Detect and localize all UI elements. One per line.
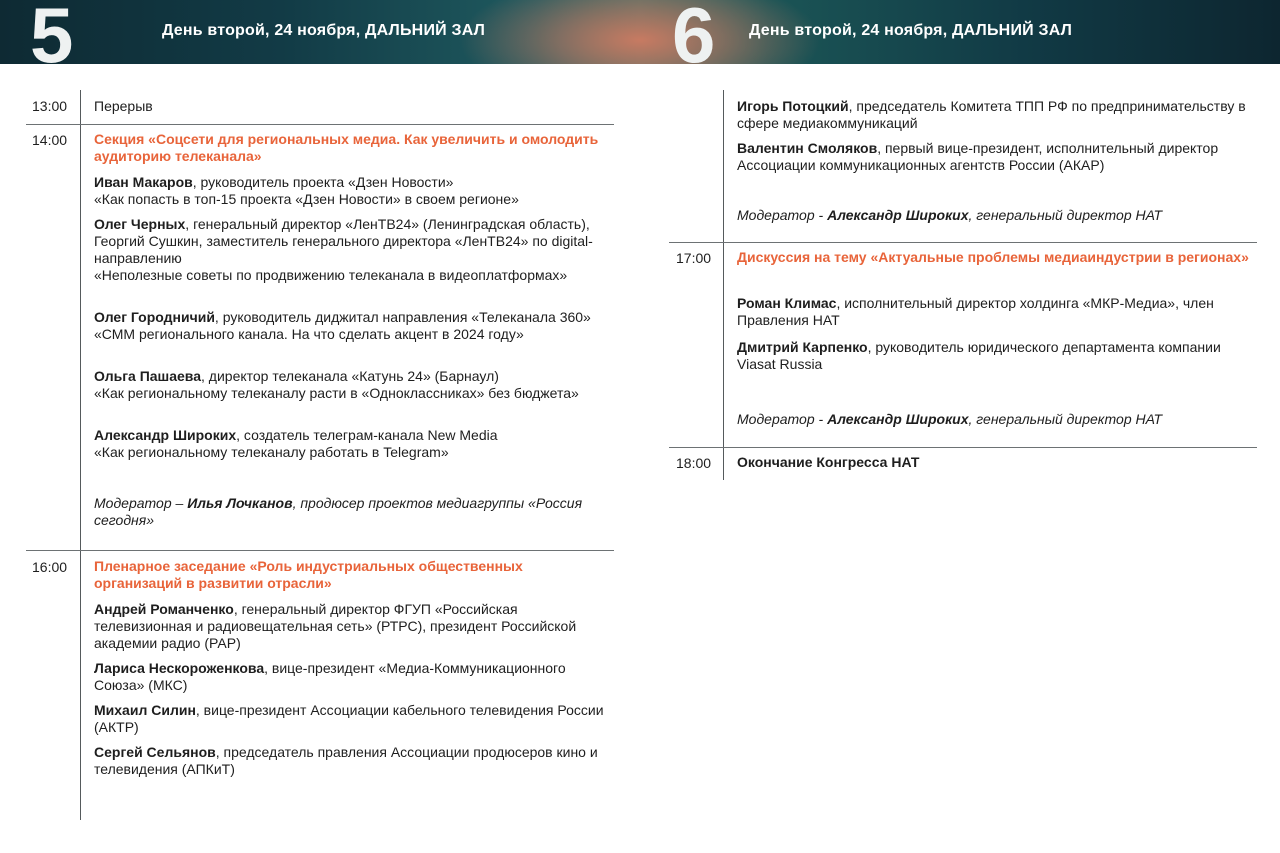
header-banner	[0, 0, 1280, 64]
speaker-entry	[94, 601, 614, 652]
divider	[669, 447, 1257, 448]
time-slot: 14:00	[32, 132, 68, 148]
divider	[26, 124, 614, 125]
speaker-entry	[94, 309, 614, 343]
speaker-role: , руководитель проекта «Дзен Новости»	[192, 174, 454, 190]
moderator-role: , генеральный директор НАТ	[968, 411, 1163, 427]
moderator-prefix: Модератор -	[737, 411, 828, 427]
schedule-session	[94, 558, 614, 592]
moderator-role: , генеральный директор НАТ	[968, 207, 1163, 223]
talk-title: «СММ регионального канала. На что сделать акцент в 2024 году»	[94, 326, 524, 342]
speaker-entry	[94, 174, 614, 208]
talk-title: «Как попасть в топ-15 проекта «Дзен Новости» в своем регионе»	[94, 191, 519, 207]
day-title-left: День второй, 24 ноября, ДАЛЬНИЙ ЗАЛ	[162, 22, 486, 39]
speaker-entry	[94, 216, 614, 284]
moderator-name: Александр Широких	[827, 207, 969, 223]
speaker-role: , первый вице-президент, исполнительный директор Ассоциации коммуникационных агентств России (АКАР)	[737, 140, 1219, 173]
moderator-line	[737, 411, 1257, 428]
speaker-name: Лариса Нескороженкова	[94, 660, 265, 676]
speaker-name: Александр Широких	[94, 427, 237, 443]
session-title: Дискуссия на тему «Актуальные проблемы медиаиндустрии в регионах»	[737, 249, 1249, 265]
speaker-entry	[737, 98, 1257, 132]
speaker-name: Михаил Силин	[94, 702, 196, 718]
moderator-prefix: Модератор -	[737, 207, 828, 223]
speaker-role: , председатель правления Ассоциации продюсеров кино и телевидения (АПКиТ)	[94, 744, 598, 777]
talk-title: «Как региональному телеканалу расти в «Одноклассниках» без бюджета»	[94, 385, 579, 401]
speaker-entry	[94, 660, 614, 694]
moderator-prefix: Модератор –	[94, 495, 188, 511]
speaker-role: , председатель Комитета ТПП РФ по предпринимательству в сфере медиакоммуникаций	[737, 98, 1246, 131]
time-slot: 16:00	[32, 559, 68, 575]
day-title-right: День второй, 24 ноября, ДАЛЬНИЙ ЗАЛ	[749, 22, 1073, 39]
speaker-name: Олег Черных	[94, 216, 186, 232]
session-title: Секция «Соцсети для региональных медиа. Как увеличить и омолодить аудиторию телеканала»	[94, 131, 599, 164]
speaker-name: Сергей Сельянов	[94, 744, 216, 760]
speaker-name: Игорь Потоцкий	[737, 98, 849, 114]
speaker-entry	[94, 744, 614, 778]
time-slot: 17:00	[676, 250, 712, 266]
speaker-name: Роман Климас	[737, 295, 837, 311]
talk-title: «Как региональному телеканалу работать в Telegram»	[94, 444, 449, 460]
speaker-entry	[94, 427, 614, 461]
speaker-entry	[737, 140, 1257, 174]
time-slot: 18:00	[676, 455, 712, 471]
speaker-name: Иван Макаров	[94, 174, 193, 190]
page-number-right: 6	[672, 0, 716, 64]
speaker-role: , вице-президент Ассоциации кабельного телевидения России (АКТР)	[94, 702, 604, 735]
speaker-role: , директор телеканала «Катунь 24» (Барнаул)	[201, 368, 499, 384]
time-slot: 13:00	[32, 98, 68, 114]
speaker-name: Дмитрий Карпенко	[737, 339, 868, 355]
speaker-role: , генеральный директор ФГУП «Российская телевизионная и радиовещательная сеть» (РТРС), президент Российской академии радио (РАР)	[94, 601, 577, 651]
session-title: Пленарное заседание «Роль индустриальных общественных организаций в развитии отрасли»	[94, 558, 523, 591]
speaker-entry	[737, 339, 1257, 373]
divider	[26, 550, 614, 551]
schedule-session	[94, 131, 614, 165]
speaker-entry	[94, 702, 614, 736]
moderator-line	[737, 207, 1257, 224]
timeline-line-right	[723, 90, 724, 480]
speaker-name: Олег Городничий	[94, 309, 215, 325]
speaker-name: Андрей Романченко	[94, 601, 234, 617]
speaker-name: Ольга Пашаева	[94, 368, 202, 384]
moderator-name: Илья Лочканов	[187, 495, 293, 511]
page-number-left: 5	[30, 0, 74, 64]
speaker-role: , генеральный директор «ЛенТВ24» (Ленинградская область), Георгий Сушкин, заместитель генерального директора «ЛенТВ24» по digital-направлению	[94, 216, 593, 266]
speaker-role: , исполнительный директор холдинга «МКР-Медиа», член Правления НАТ	[737, 295, 1214, 328]
speaker-entry	[94, 368, 614, 402]
closing-label: Окончание Конгресса НАТ	[737, 454, 920, 470]
speaker-role: , руководитель диджитал направления «Телеканала 360»	[214, 309, 591, 325]
moderator-name: Александр Широких	[827, 411, 969, 427]
speaker-entry	[737, 295, 1257, 329]
schedule-session	[737, 249, 1257, 266]
speaker-role: , руководитель юридического департамента компании Viasat Russia	[737, 339, 1221, 372]
timeline-line-left	[80, 90, 81, 820]
moderator-role: , продюсер проектов медиагруппы «Россия сегодня»	[94, 495, 583, 528]
divider	[669, 242, 1257, 243]
break-label: Перерыв	[94, 98, 153, 114]
speaker-role: , создатель телеграм-канала New Media	[236, 427, 498, 443]
moderator-line	[94, 495, 614, 529]
talk-title: «Неполезные советы по продвижению телеканала в видеоплатформах»	[94, 267, 568, 283]
speaker-name: Валентин Смоляков	[737, 140, 878, 156]
speaker-role: , вице-президент «Медиа-Коммуникационного Союза» (МКС)	[94, 660, 566, 693]
